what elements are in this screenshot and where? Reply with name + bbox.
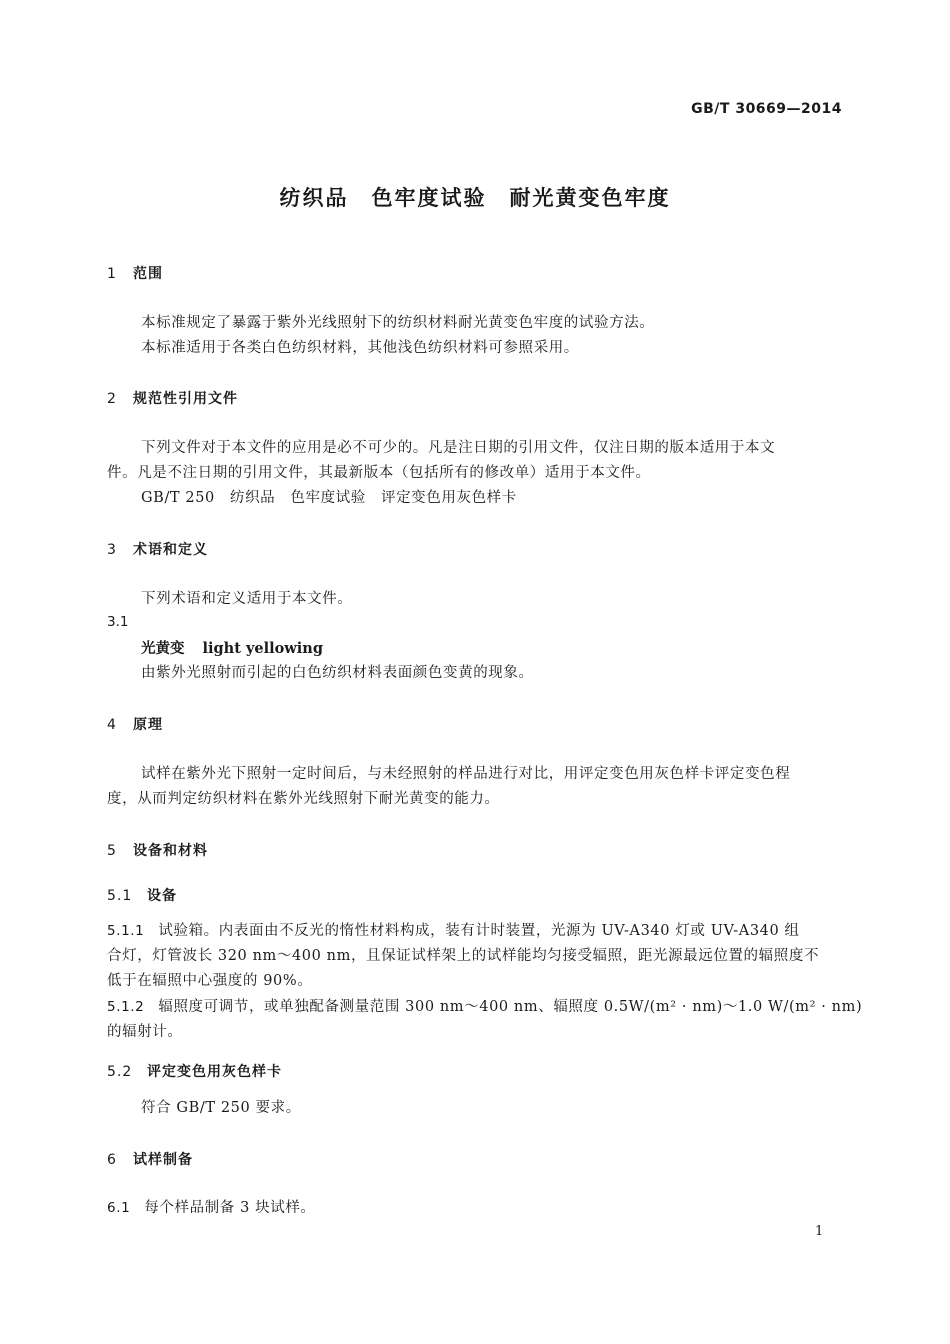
section-number: 3 [107,542,117,558]
page-number: 1 [815,1224,824,1239]
term-definition: 由紫外光照射而引起的白色纺织材料表面颜色变黄的现象。 [141,665,534,681]
section-3-heading [107,539,208,559]
paragraph-line: 件。凡是不注日期的引用文件，其最新版本（包括所有的修改单）适用于本文件。 [107,465,651,481]
clause-text: 辐照度可调节，或单独配备测量范围 300 nm～400 nm、辐照度 0.5W/(m² · nm)～1.0 W/(m² · nm) [158,999,863,1015]
section-6-heading [107,1149,193,1169]
section-number: 1 [107,266,117,282]
term-entry [141,637,323,658]
clause-line: 的辐射计。 [107,1024,183,1040]
section-title: 术语和定义 [133,542,208,558]
normative-reference: GB/T 250 纺织品 色牢度试验 评定变色用灰色样卡 [141,490,517,506]
subsection-5-2-heading [107,1061,282,1081]
clause-number: 6.1 [107,1200,131,1216]
subsection-number: 5.1 [107,888,133,904]
term-chinese: 光黄变 [141,641,185,657]
section-number: 2 [107,391,117,407]
paragraph-line: 下列文件对于本文件的应用是必不可少的。凡是注日期的引用文件，仅注日期的版本适用于本文 [141,440,776,456]
section-title: 规范性引用文件 [133,391,238,407]
clause-6-1 [107,1196,316,1221]
section-5-heading [107,840,208,860]
term-number: 3.1 [107,614,129,630]
paragraph-line: 试样在紫外光下照射一定时间后，与未经照射的样品进行对比，用评定变色用灰色样卡评定变色程 [141,766,791,782]
subsection-5-1-heading [107,885,177,905]
section-title: 原理 [133,717,163,733]
subsection-number: 5.2 [107,1064,133,1080]
paragraph: 本标准规定了暴露于紫外光线照射下的纺织材料耐光黄变色牢度的试验方法。 [141,315,655,331]
standard-number: GB/T 30669—2014 [691,101,842,117]
clause-line: 合灯，灯管波长 320 nm～400 nm，且保证试样架上的试样能均匀接受辐照，距光源最远位置的辐照度不 [107,948,820,964]
paragraph: 下列术语和定义适用于本文件。 [141,591,353,607]
clause-text: 试验箱。内表面由不反光的惰性材料构成，装有计时装置，光源为 UV-A340 灯或 UV-A340 组 [158,923,800,939]
clause-number: 5.1.2 [107,999,145,1015]
subsection-title: 设备 [147,888,177,904]
section-number: 5 [107,843,117,859]
term-english: light yellowing [202,640,323,657]
section-title: 范围 [133,266,163,282]
subsection-title: 评定变色用灰色样卡 [147,1064,282,1080]
section-number: 4 [107,717,117,733]
clause-5-1-1-line [107,919,800,944]
paragraph: 本标准适用于各类白色纺织材料，其他浅色纺织材料可参照采用。 [141,340,579,356]
section-number: 6 [107,1152,117,1168]
section-4-heading [107,714,163,734]
clause-5-1-2-line [107,995,862,1020]
section-2-heading [107,388,238,408]
paragraph-line: 度，从而判定纺织材料在紫外光线照射下耐光黄变的能力。 [107,791,500,807]
clause-number: 5.1.1 [107,923,145,939]
clause-text: 每个样品制备 3 块试样。 [144,1200,316,1216]
section-title: 设备和材料 [133,843,208,859]
clause-line: 低于在辐照中心强度的 90%。 [107,973,313,989]
document-title: 纺织品 色牢度试验 耐光黄变色牢度 [279,186,671,210]
paragraph: 符合 GB/T 250 要求。 [141,1100,301,1116]
section-title: 试样制备 [133,1152,193,1168]
section-1-heading [107,263,163,283]
